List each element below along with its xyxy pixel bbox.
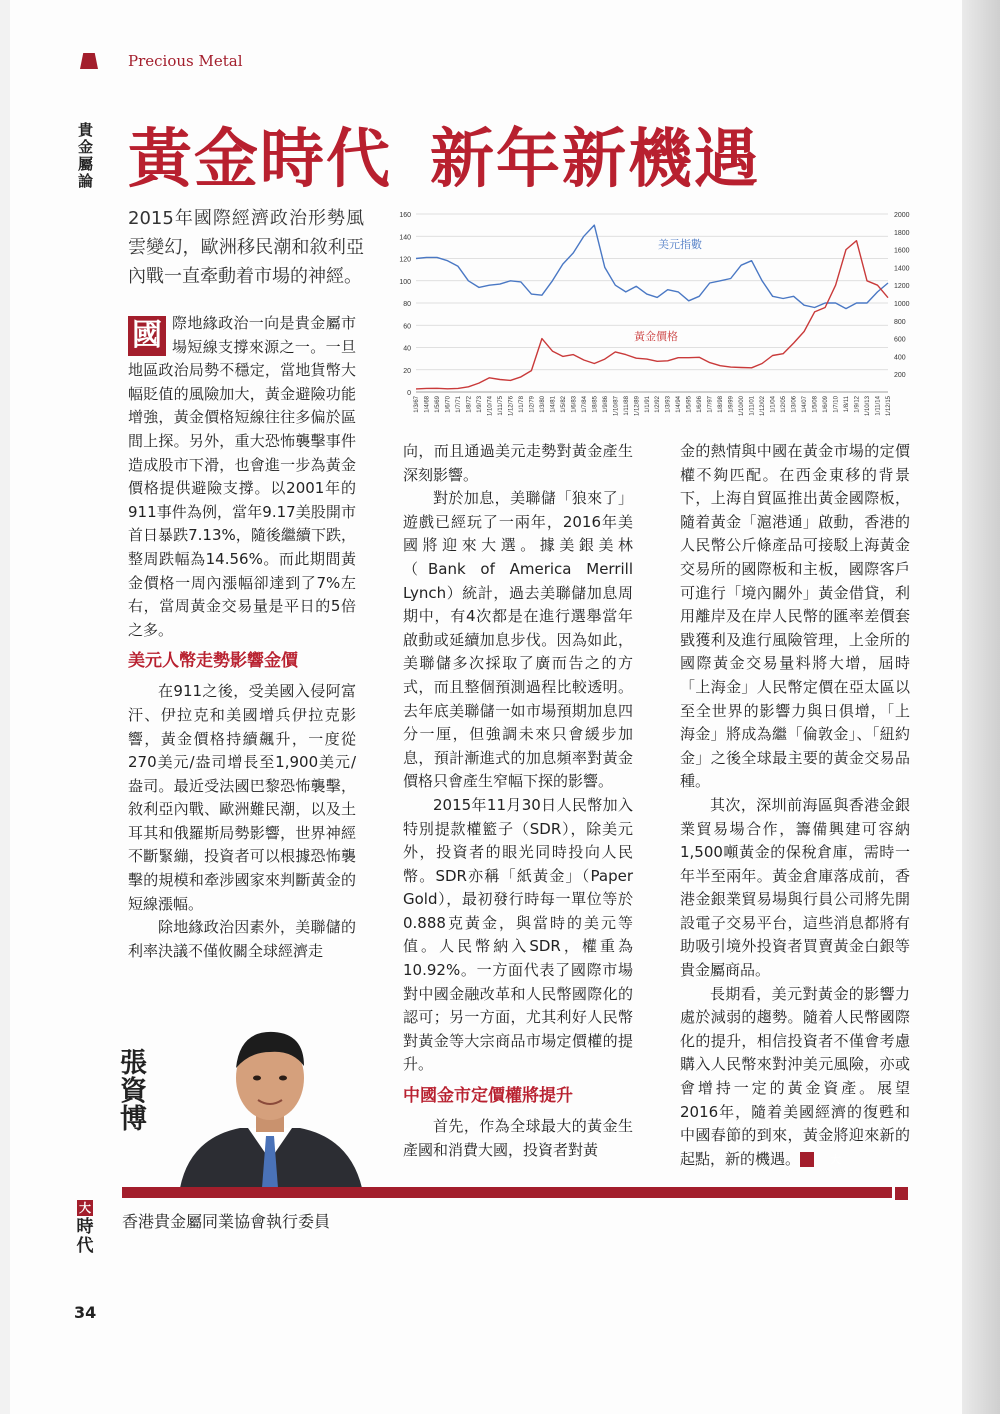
magazine-logo [74,1200,96,1256]
x-tick-label: 1/5/95 [686,396,693,413]
right-tick-label: 1400 [894,265,910,273]
right-tick-label: 2000 [894,212,910,219]
x-tick-label: 1/4/07 [802,396,809,413]
paragraph: 2015年11月30日人民幣加入特別提款權籃子（SDR），除美元外，投資者的眼光同時投向人民幣。SDR亦稱「紙黃金」（Paper Gold），最初發行時每一單位等於0.888克黃金，與當時的美元等值。人民幣納入SDR，權重為10.92%。一方面代表了國際市場對中國金融改革和人民幣國際化的認可；另一方面，尤其利好人民幣對黃金等大宗商品市場定價權的提升。 [403,795,633,1074]
x-tick-label: 1/12/76 [508,396,515,417]
x-tick-label: 1/4/81 [550,396,557,413]
series-label-dollar-index: 美元指數 [658,238,702,251]
subheading: 中國金市定價權將提升 [403,1086,573,1107]
dollar-gold-chart [390,200,930,440]
left-tick-label: 100 [399,278,411,286]
x-tick-label: 1/1/04 [770,396,777,413]
x-tick-label: 1/4/68 [424,396,431,413]
x-tick-label: 1/9/86 [602,396,609,413]
paragraph: 首先，作為全球最大的黃金生產國和消費大國，投資者對黃 [403,1117,633,1159]
x-tick-label: 1/12/89 [634,396,641,417]
x-tick-label: 1/10/87 [613,396,620,417]
x-tick-label: 1/6/09 [823,396,830,413]
headline-part-2: 新年新機遇 [430,122,760,197]
left-tick-label: 160 [399,212,411,219]
x-tick-label: 1/8/11 [844,396,851,413]
paragraph-text: 長期看，美元對黃金的影響力處於減弱的趨勢。隨着人民幣國際化的提升，相信投資者不僅會考慮購入人民幣來對沖美元風險，亦或會增持一定的黃金資產。展望2016年，隨着美國經濟的復甦和中國春節的到來，黃金將迎來新的起點，新的機遇。 [680,984,910,1168]
right-tick-label: 400 [894,354,906,362]
lead-paragraph: 2015年國際經濟政治形勢風雲變幻，歐洲移民潮和敘利亞內戰一直牽動着市場的神經。 [128,208,364,287]
x-tick-label: 1/7/10 [833,396,840,413]
x-tick-label: 1/10/74 [487,396,494,417]
x-tick-label: 1/4/94 [676,396,683,413]
right-tick-label: 1800 [894,229,910,237]
left-tick-label: 120 [399,256,411,264]
right-tick-label: 200 [894,372,906,380]
dropcap: 國 [128,316,166,356]
left-tick-label: 80 [403,301,411,308]
author-name: 張資博 [120,1048,147,1135]
paragraph: 其次，深圳前海區與香港金銀業貿易場合作，籌備興建可容納1,500噸黃金的保稅倉庫，需時一年半至兩年。黃金倉庫落成前，香港金銀業貿易場與行員公司將先開設電子交易平台，這些消息都將有助吸引境外投資者買賣黃金白銀等貴金屬商品。 [680,795,910,980]
x-tick-label: 1/7/71 [455,396,462,413]
subheading: 美元人幣走勢影響金價 [128,651,298,672]
paragraph: 對於加息，美聯儲「狼來了」遊戲已經玩了一兩年，2016年美國將迎來大選。據美銀美林（Bank of America Merrill Lynch）統計，過去美聯儲加息周期中，有4次都是在進行選舉當年啟動或延續加息步伐。因為如此，美聯儲多次採取了廣而告之的方式，而且整個預測過程比較透明。去年底美聯儲一如市場預期加息四分一厘，但強調未來只會緩步加息，預計漸進式的加息頻率對黃金價格只會產生窄幅下探的影響。 [403,489,633,791]
x-tick-label: 1/6/96 [697,396,704,413]
paragraph [680,983,910,1172]
x-tick-label: 1/8/98 [718,396,725,413]
left-tick-label: 140 [399,234,411,242]
x-tick-label: 1/3/80 [539,396,546,413]
x-tick-label: 1/1/91 [644,396,651,413]
x-tick-label: 1/6/70 [445,396,452,413]
x-tick-label: 1/2/92 [655,396,662,413]
x-tick-label: 1/10/13 [865,396,872,417]
footer-bar [122,1187,892,1198]
author-title: 香港貴金屬同業協會執行委員 [122,1212,331,1231]
paragraph [128,312,356,642]
column-name: 貴金屬論 [78,121,94,190]
x-tick-label: 1/5/69 [434,396,441,413]
column-1 [128,312,356,963]
x-tick-label: 1/2/79 [529,396,536,413]
chart [390,200,930,440]
paragraph: 在911之後，受美國入侵阿富汗、伊拉克和美國增兵伊拉克影響，黃金價格持續飆升，一度從270美元/盎司增長至1,900美元/盎司。最近受法國巴黎恐怖襲擊，敘利亞內戰、歐洲難民潮，以及土耳其和俄羅斯局勢影響，世界神經不斷緊繃，投資者可以根據恐怖襲擊的規模和牽涉國家來判斷黃金的短線漲幅。 [128,682,356,913]
x-tick-label: 1/2/05 [781,396,788,413]
x-tick-label: 1/11/01 [749,396,756,416]
left-tick-label: 60 [403,323,411,331]
headline-part-1: 黃金時代 [128,122,392,197]
x-tick-label: 1/8/72 [466,396,473,413]
dollar-index-line [416,225,888,309]
x-tick-label: 1/3/67 [414,396,420,413]
paragraph: 除地緣政治因素外，美聯儲的利率決議不僅攸關全球經濟走 [128,918,356,960]
right-tick-label: 1600 [894,247,910,255]
x-tick-label: 1/7/97 [707,396,714,413]
x-tick-label: 1/8/85 [592,396,599,413]
author-photo [170,1020,370,1188]
section-marker-icon [80,53,98,69]
x-tick-label: 1/5/82 [560,396,567,413]
page-edge [0,0,10,1414]
right-tick-label: 800 [894,318,906,326]
x-tick-label: 1/3/93 [665,396,672,413]
x-tick-label: 1/9/12 [854,396,861,413]
paragraph: 向，而且通過美元走勢對黃金產生深刻影響。 [403,442,633,484]
x-tick-label: 1/12/02 [760,396,767,417]
magazine-mark: 大 [78,1201,91,1215]
footer-square-icon [895,1187,908,1200]
x-tick-label: 1/11/88 [623,396,630,416]
x-tick-label: 1/9/99 [728,396,735,413]
x-tick-label: 1/1/78 [518,396,525,413]
column-3 [680,440,910,1171]
x-tick-label: 1/3/06 [791,396,798,413]
paragraph-text: 際地緣政治一向是貴金屬市場短線支撐來源之一。一旦地區政治局勢不穩定，當地貨幣大幅貶值的風險加大，黃金避險功能增強，黃金價格短線往往多偏於區間上探。另外，重大恐怖襲擊事件造成股市下滑，也會進一步為黃金價格提供避險支撐。以2001年的911事件為例，當年9.17美股開市首日暴跌7.13%，隨後繼續下跌，整周跌幅為14.56%。而此期間黃金價格一周內漲幅卻達到了7%左右，當周黃金交易量是平日的5倍之多。 [128,314,356,639]
page-shadow [962,0,1000,1414]
x-tick-label: 1/12/15 [886,396,892,417]
paragraph: 金的熱情與中國在黃金市場的定價權不夠匹配。在西金東移的背景下，上海自貿區推出黃金國際板，隨着黃金「滬港通」啟動，香港的人民幣公斤條產品可接駁上海黃金交易所的國際板和主板，國際客戶可進行「境內關外」黃金借貸，利用離岸及在岸人民幣的匯率差價套戥獲利及進行風險管理，上金所的國際黃金交易量料將大增，屆時「上海金」人民幣定價在亞太區以至全世界的影響力與日俱增，「上海金」將成為繼「倫敦金」、「紐約金」之後全球最主要的黃金交易品種。 [680,442,910,791]
left-tick-label: 0 [407,390,411,397]
magazine-name: 時代 [76,1217,94,1256]
x-tick-label: 1/5/08 [812,396,819,413]
x-tick-label: 1/11/14 [875,396,882,416]
series-label-gold-price: 黃金價格 [634,330,678,343]
end-mark-icon: 大 [800,1152,814,1167]
x-tick-label: 1/10/00 [739,396,746,417]
right-tick-label: 1000 [894,301,910,308]
right-tick-label: 600 [894,336,906,344]
right-tick-label: 1200 [894,283,910,291]
x-tick-label: 1/11/75 [497,396,504,416]
x-tick-label: 1/7/84 [581,396,588,413]
headline [128,122,760,198]
gold-price-line [416,241,888,389]
page-number: 34 [74,1303,97,1322]
left-tick-label: 40 [403,345,411,353]
section-tag: Precious Metal [128,52,243,70]
x-tick-label: 1/6/83 [571,396,578,413]
left-tick-label: 20 [403,367,411,375]
column-2 [403,440,633,1162]
x-tick-label: 1/9/73 [476,396,483,413]
